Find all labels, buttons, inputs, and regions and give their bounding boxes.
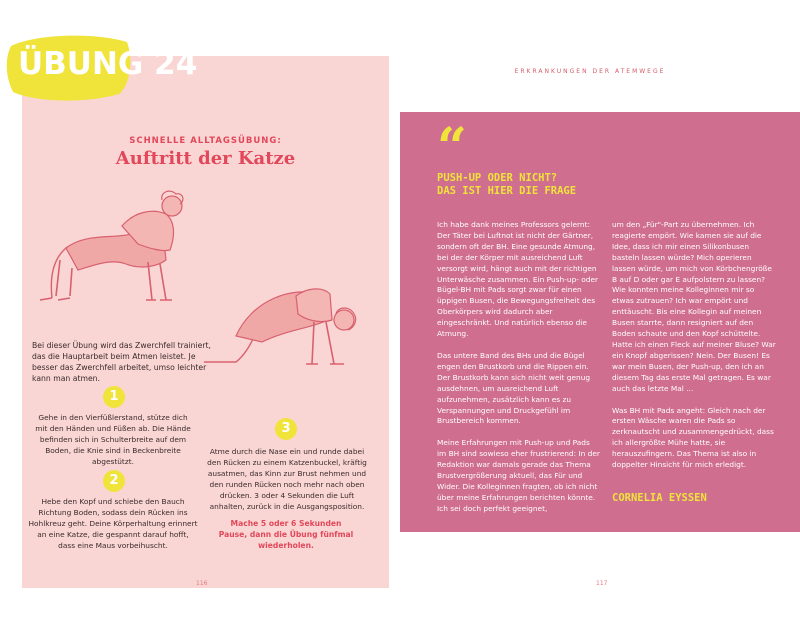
story-heading-line-1: PUSH-UP ODER NICHT? bbox=[437, 172, 558, 184]
story-paragraph: um den „Für"-Part zu übernehmen. Ich reagierte empört. Wie kamen sie auf die Idee, dass ich mir einen Silikonbusen basteln lassen würde? Mich operieren lassen würde, um mich von Körbchengröße B auf D oder gar E aufpolstern zu lassen? Wie konnten meine Kolleginnen mir so etwas zutrauen? Ich war empört und enttäuscht. Bis eine Kollegin auf meinen Busen starrte, dann resigniert auf den Boden schaute und den Kopf schüttelte. Hatte ich einen Fleck auf meiner Bluse? War ein Knopf abgerissen? Nein. Der Busen! Es war mein Busen, der Push-up, den ich an diesem Tag das erste Mal getragen. Es war auch das letzte Mal ... bbox=[612, 220, 776, 393]
repeat-note: Mache 5 oder 6 Sekunden Pause, dann die Übung fünfmal wiederholen. bbox=[218, 519, 354, 550]
story-column-2 bbox=[612, 220, 776, 482]
step-text-2: Hebe den Kopf und schiebe den Bauch Richtung Boden, sodass dein Rücken ins Hohlkreuz geht. Deine Körperhaltung erinnert an eine Katze, die gespannt darauf hofft, dass eine Maus vorbeihuscht. bbox=[28, 497, 198, 550]
step-number-3: 3 bbox=[275, 418, 297, 440]
exercise-badge-label: ÜBUNG 24 bbox=[18, 46, 198, 82]
story-paragraph: Das untere Band des BHs und die Bügel engen den Brustkorb und die Rippen ein. Der Brustkorb kann sich nicht weit genug ausdehnen, um ausreichend Luft aufzunehmen, zusätzlich kann es zu Verspannungen und Druckgefühl im Brustbereich kommen. bbox=[437, 350, 591, 426]
running-head: ERKRANKUNGEN DER ATEMWEGE bbox=[514, 68, 666, 75]
page-number-left: 116 bbox=[196, 580, 208, 587]
quote-mark: “ bbox=[437, 117, 467, 178]
author-signature: CORNELIA EYSSEN bbox=[612, 492, 707, 504]
story-heading bbox=[437, 172, 576, 198]
step-number-2: 2 bbox=[103, 470, 125, 492]
story-column-1 bbox=[437, 220, 601, 526]
step-number-1: 1 bbox=[103, 386, 125, 408]
story-heading-line-2: DAS IST HIER DIE FRAGE bbox=[437, 185, 577, 197]
illustration-cat-pose-rounded-back bbox=[196, 280, 371, 375]
story-paragraph: Meine Erfahrungen mit Push-up und Pads im BH sind sowieso eher frustrierend: In der Redaktion war damals gerade das Thema Brustvergrößerung aktuell, das Für und Wider. Die Kolleginnen fragten, ob ich nicht über meine Erfahrungen berichten könnte. Ich sei doch perfekt geeignet, bbox=[437, 438, 600, 513]
exercise-intro: Bei dieser Übung wird das Zwerchfell trainiert, das die Hauptarbeit beim Atmen leistet. Je besser das Zwerchfell arbeitet, umso leichter kann man atmen. bbox=[32, 341, 211, 383]
story-paragraph: Was BH mit Pads angeht: Gleich nach der ersten Wäsche waren die Pads so zerknautscht und zusammengedrückt, dass ich allergrößte Mühe hatte, sie herauszufingern. Das Thema ist also in doppelter Hinsicht für mich erledigt. bbox=[612, 405, 774, 470]
exercise-title: Auftritt der Katze bbox=[115, 148, 296, 169]
page-number-right: 117 bbox=[596, 580, 608, 587]
illustration-cat-pose-head-up bbox=[30, 190, 200, 310]
exercise-kicker: SCHNELLE ALLTAGSÜBUNG: bbox=[129, 136, 282, 146]
story-paragraph: Ich habe dank meines Professors gelernt: Der Täter bei Luftnot ist nicht der Gärtner, sondern oft der BH. Eine gesunde Atmung, bei der der Körper mit ausreichend Luft versorgt wird, hängt auch mit der richtigen Unterwäsche zusammen. Ein Push-up- oder Bügel-BH mit Pads sorgt zwar für einen üppigen Busen, die Bewegungsfreiheit des Oberkörpers wird dadurch aber eingeschränkt. Und natürlich ebenso die Atmung. bbox=[437, 220, 599, 339]
step-text-1: Gehe in den Vierfüßlerstand, stütze dich mit den Händen und Füßen ab. Die Hände befinden sich in Schulterbreite auf dem Boden, die Knie sind in Beckenbreite abgestützt. bbox=[35, 413, 191, 466]
step-text-3: Atme durch die Nase ein und runde dabei den Rücken zu einem Katzenbuckel, kräftig ausatmen, das Kinn zur Brust nehmen und den runden Rücken noch mehr nach oben drücken. 3 oder 4 Sekunden die Luft anhalten, zurück in die Ausgangsposition. bbox=[207, 447, 367, 511]
